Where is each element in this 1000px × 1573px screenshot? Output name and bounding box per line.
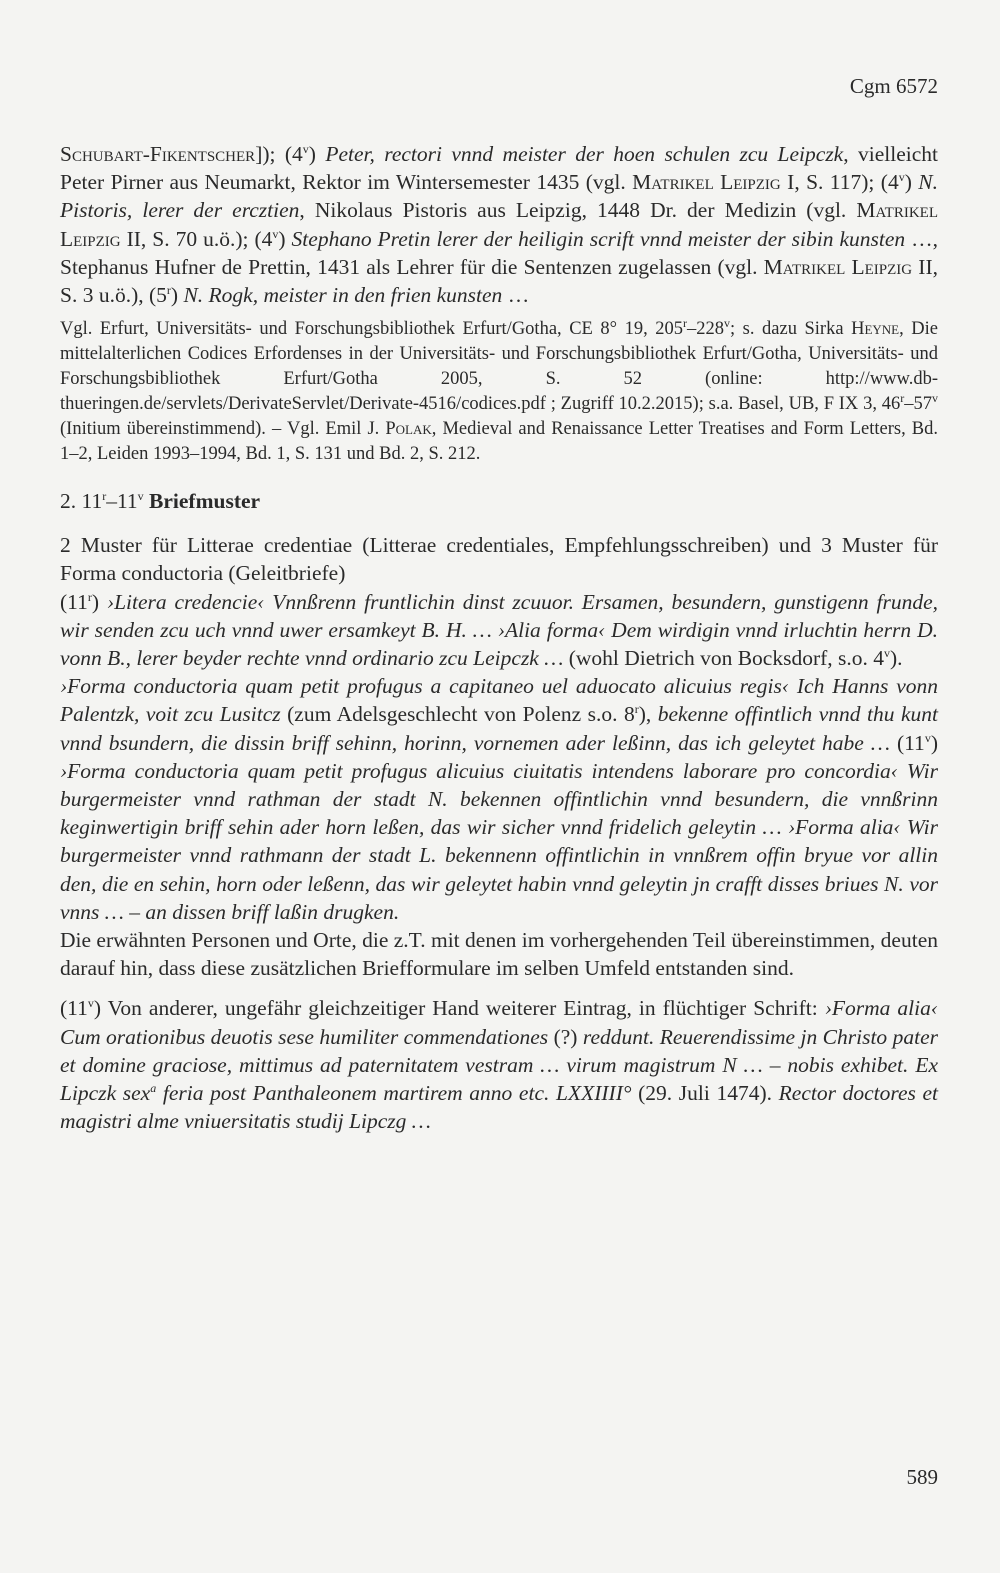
text-segment: ; s. dazu Sirka	[729, 319, 852, 340]
text-segment: Vgl. Erfurt, Universitäts- und Forschungsbibliothek Erfurt/Gotha, CE 8° 19, 205	[60, 319, 683, 340]
text-segment: v	[137, 489, 144, 504]
running-header-shelfmark: Cgm 6572	[849, 74, 938, 98]
text-segment: v	[302, 141, 309, 156]
text-segment: r	[634, 702, 639, 717]
text-segment: v	[932, 391, 938, 406]
text-segment: (wohl Dietrich von Bocksdorf, s.o. 4	[563, 646, 885, 671]
text-segment: ) Von anderer, ungefähr gleichzeitiger Hand weiterer Eintrag, in flüchtiger Schrift:	[93, 996, 825, 1021]
text-segment: ›Forma alia‹ Cum orationibus deuotis sese humiliter commendationes	[60, 996, 938, 1049]
text-segment: bekenne offintlich vnnd thu kunt vnnd bsundern, die dissin briff sehinn, horinn, vornemen ader leßinn, das ich geleytet habe …	[60, 702, 938, 755]
text-segment: Briefmuster	[149, 489, 261, 514]
text-segment: feria post Panthaleonem martirem anno etc. LXXIIII°	[156, 1081, 632, 1106]
text-segment: II, S. 70 u.ö.); (4	[120, 226, 273, 251]
text-segment: …	[502, 283, 530, 308]
text-segment: v	[272, 226, 279, 241]
text-segment: a	[150, 1080, 157, 1095]
text-segment: 2 Muster für Litterae credentiae (Litterae credentiales, Empfehlungsschreiben) und 3 Muster für Forma conductoria (Geleitbriefe)	[60, 533, 938, 586]
text-segment: (Initium übereinstimmend). – Vgl. Emil J.	[60, 419, 386, 440]
text-segment: N. Pistoris, lerer der ercztien	[60, 170, 938, 223]
text-segment: Matrikel Leipzig	[60, 198, 938, 251]
text-segment: )	[278, 226, 292, 251]
text-segment: Die erwähnten Personen und Orte, die z.T. mit denen im vorhergehenden Teil übereinstimmen, deuten darauf hin, dass diese zusätzlichen Briefformulare im selben Umfeld entstanden sind.	[60, 928, 938, 981]
text-segment: (?)	[548, 1024, 583, 1049]
text-segment: v	[87, 996, 94, 1011]
text-segment: II, S. 3 u.ö.), (5	[60, 254, 939, 308]
text-segment: )	[91, 589, 107, 614]
text-segment: Stephano Pretin lerer der heiligin scrift vnnd meister der sibin kunsten	[291, 226, 906, 251]
text-segment: (11	[60, 589, 88, 614]
text-segment: v	[924, 730, 931, 745]
text-segment: (zum Adelsgeschlecht von Polenz s.o. 8	[280, 702, 635, 727]
text-segment: v	[884, 645, 891, 660]
text-segment: r	[87, 589, 92, 604]
text-segment: 2. 11	[60, 489, 103, 514]
footnote-reference	[60, 317, 938, 467]
text-segment: r	[166, 282, 171, 297]
page-number: 589	[906, 1465, 938, 1489]
text-segment: …, Stephanus Hufner de Prettin, 1431 als Lehrer für die Sentenzen zugelassen (vgl.	[60, 226, 939, 279]
text-segment: r	[102, 489, 107, 504]
body-paragraph	[60, 926, 938, 982]
text-segment: ›Forma conductoria quam petit profugus alicuius ciuitatis intendens laborare pro concordia‹ Wir burgermeister vnnd rathman der stadt N. bekennen offintlichin vnnd besundern, die vnnßrinn keginwertigin briff sehin ader horn leßen, das wir sicher vnnd fridelich geleytin … ›Forma alia‹ Wir burgermeister vnnd rathmann der stadt L. bekennenn offintlichin in vnnßrem offin bryue vor allin den, die en sehin, horn oder leßenn, das wir geleytet habin vnnd geleytin jn crafft disses briues N. vor vnns … – an dissen briff laßin drugken.	[60, 758, 938, 924]
body-paragraph	[60, 531, 938, 587]
text-segment: ]); (4	[255, 142, 303, 166]
text-segment: Matrikel Leipzig	[763, 254, 913, 279]
body-paragraph	[60, 994, 938, 1135]
text-segment: (29. Juli 1474).	[631, 1081, 779, 1106]
text-segment: –228	[686, 319, 724, 340]
text-segment: ›Forma conductoria quam petit profugus a capitaneo uel aduocato alicuius regis‹ Ich Hanns vonn Palentzk, voit zcu Lusitcz	[60, 674, 938, 727]
text-segment: Rector doctores et magistri alme vniuersitatis studij Lipczg …	[60, 1081, 939, 1134]
text-segment: )	[930, 730, 938, 755]
text-segment: )	[170, 283, 184, 308]
text-segment: ).	[890, 646, 903, 671]
text-segment: (11	[60, 996, 88, 1021]
text-segment: , Nikolaus Pistoris aus Leipzig, 1448 Dr. der Medizin (vgl.	[299, 198, 857, 223]
text-segment: I, S. 117); (4	[780, 170, 899, 195]
text-segment: Heyne	[851, 319, 900, 340]
text-segment: Polak	[385, 419, 432, 440]
body-paragraph	[60, 672, 938, 926]
text-segment: (11	[889, 730, 925, 755]
text-segment: Peter, rectori vnnd meister der hoen schulen zcu Leipczk	[325, 142, 844, 166]
text-segment: , vielleicht Peter Pirner aus Neumarkt, Rektor im Wintersemester 1435 (vgl.	[60, 142, 938, 195]
section-heading	[60, 487, 938, 515]
text-segment: , Medieval and Renaissance Letter Treatises and Form Letters, Bd. 1–2, Leiden 1993–1994, Bd. 1, S. 131 und Bd. 2, S. 212.	[60, 419, 938, 465]
text-segment: N. Rogk, meister in den frien kunsten	[183, 283, 503, 308]
text-segment: )	[904, 170, 919, 195]
text-segment: )	[308, 142, 326, 166]
text-segment: –57	[904, 394, 932, 415]
text-segment: v	[898, 170, 905, 185]
text-segment: ),	[638, 702, 658, 727]
text-segment: –11	[106, 489, 138, 514]
main-text	[60, 140, 938, 1135]
text-segment: Schubart-Fikentscher	[60, 142, 256, 166]
text-segment: reddunt. Reuerendissime jn Christo pater et domine graciose, mittimus ad paternitatem vestram … virum magistrum N … – nobis exhibet. Ex Lipczk sex	[60, 1024, 938, 1106]
text-segment: v	[723, 316, 730, 331]
text-segment: , Die mittelalterlichen Codices Erfordenses in der Universitäts- und Forschungsbibliothek Erfurt/Gotha, Universitäts- und Forschungsbibliothek Erfurt/Gotha 2005, S. 52 (online: http://www.db-thueringen.de/servlets/DerivateServlet/Derivate-4516/codices.pdf ; Zugriff 10.2.2015); s.a. Basel, UB, F IX 3, 46	[60, 319, 938, 415]
text-segment: Matrikel Leipzig	[632, 170, 781, 195]
body-paragraph	[60, 588, 938, 673]
text-segment: r	[900, 391, 905, 406]
body-paragraph	[60, 140, 938, 309]
text-segment: r	[682, 316, 687, 331]
text-segment: ›Litera credencie‹ Vnnßrenn fruntlichin dinst zcuuor. Ersamen, besundern, gunstigenn frunde, wir senden zcu uch vnnd uwer ersamkeyt B. H. … ›Alia forma‹ Dem wirdigin vnnd irluchtin herrn D. vonn B., lerer beyder rechte vnnd ordinario zcu Leipczk …	[60, 589, 938, 671]
